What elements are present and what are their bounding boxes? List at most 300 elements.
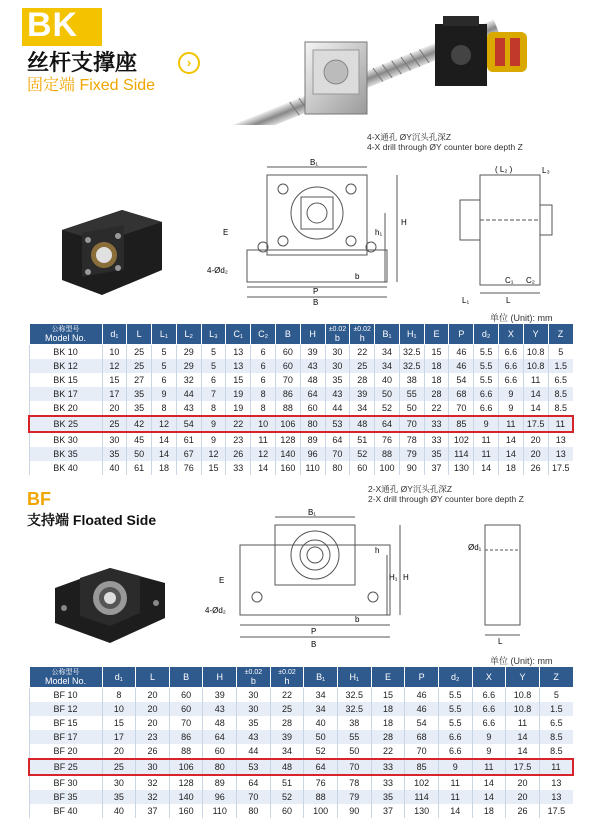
bf-dim-L: L <box>498 637 503 645</box>
table-cell: 88 <box>375 447 400 461</box>
table-row <box>29 790 573 804</box>
bf-dim-E: E <box>219 576 225 585</box>
header-label: Y <box>532 328 539 339</box>
bf-dim-d1: Ød₁ <box>468 543 482 552</box>
table-cell: 14 <box>506 730 540 744</box>
table-cell: 6 <box>201 373 226 387</box>
table-cell: 60 <box>169 688 203 703</box>
model-cell: BF 20 <box>29 744 102 759</box>
table-cell: 100 <box>304 804 338 818</box>
table-cell: 10.8 <box>506 688 540 703</box>
table-row <box>29 401 573 416</box>
table-cell: 38 <box>399 373 424 387</box>
bk-dim-L2: ( L₂ ) <box>495 165 513 174</box>
table-cell: 17.5 <box>506 759 540 775</box>
table-cell: 23 <box>136 730 170 744</box>
table-cell: 35 <box>325 373 350 387</box>
header-label: L₁ <box>159 328 168 339</box>
bf-side-drawing <box>460 505 550 645</box>
table-row <box>29 432 573 447</box>
table-cell: 34 <box>270 744 304 759</box>
column-header <box>275 324 300 345</box>
bf-dim-h: h <box>375 546 380 555</box>
table-cell: 80 <box>203 759 237 775</box>
bk-front-drawing <box>205 155 415 305</box>
model-cell: BF 35 <box>29 790 102 804</box>
header-label: H₁ <box>406 328 417 339</box>
table-cell: 54 <box>176 416 201 432</box>
table-cell: 10.8 <box>523 359 548 373</box>
table-cell: 64 <box>375 416 400 432</box>
header-label: b <box>250 676 256 686</box>
table-cell: 6.5 <box>539 716 573 730</box>
bf-dim-H: H <box>403 573 409 582</box>
header-label: h <box>284 676 290 686</box>
table-row <box>29 775 573 790</box>
table-cell: 25 <box>102 759 136 775</box>
column-header <box>29 324 102 345</box>
table-cell: 26 <box>226 447 251 461</box>
table-cell: 35 <box>127 387 152 401</box>
table-cell: 33 <box>424 432 449 447</box>
table-cell: 128 <box>169 775 203 790</box>
table-cell: 32 <box>136 790 170 804</box>
table-cell: 53 <box>237 759 271 775</box>
table-cell: 86 <box>275 387 300 401</box>
table-cell: 43 <box>203 702 237 716</box>
table-row <box>29 716 573 730</box>
table-row <box>29 345 573 360</box>
table-cell: 18 <box>424 359 449 373</box>
table-cell: 32.5 <box>337 688 371 703</box>
table-cell: 52 <box>304 744 338 759</box>
table-cell: 32.5 <box>399 359 424 373</box>
bk-dim-b: b <box>355 272 360 281</box>
table-cell: 11 <box>548 416 573 432</box>
table-header-row <box>29 667 573 688</box>
table-cell: 11 <box>251 432 276 447</box>
table-cell: 50 <box>375 387 400 401</box>
table-cell: 6.6 <box>438 744 472 759</box>
table-row <box>29 730 573 744</box>
table-cell: 9 <box>499 401 524 416</box>
table-cell: 76 <box>176 461 201 475</box>
table-cell: 6 <box>251 345 276 360</box>
header-label: B <box>284 328 291 339</box>
table-cell: 89 <box>300 432 325 447</box>
table-cell: 80 <box>237 804 271 818</box>
table-cell: 5.5 <box>474 373 499 387</box>
table-cell: 140 <box>169 790 203 804</box>
table-cell: 13 <box>226 345 251 360</box>
table-cell: 8.5 <box>539 744 573 759</box>
table-cell: 51 <box>350 432 375 447</box>
table-cell: 39 <box>270 730 304 744</box>
table-cell: 28 <box>424 387 449 401</box>
table-cell: 8 <box>102 688 136 703</box>
table-cell: 6 <box>152 373 177 387</box>
header-label: H₁ <box>349 671 360 682</box>
table-cell: 39 <box>300 345 325 360</box>
table-cell: 9 <box>499 387 524 401</box>
table-cell: 39 <box>203 688 237 703</box>
header-label: C₂ <box>258 328 269 339</box>
table-cell: 20 <box>523 432 548 447</box>
table-cell: 14 <box>438 804 472 818</box>
table-cell: 25 <box>127 359 152 373</box>
table-cell: 102 <box>449 432 474 447</box>
table-cell: 54 <box>449 373 474 387</box>
table-cell: 39 <box>350 387 375 401</box>
column-header <box>523 324 548 345</box>
column-header <box>472 667 506 688</box>
table-cell: 15 <box>371 688 405 703</box>
bk-dim-C2: C₂ <box>526 276 535 285</box>
table-cell: 12 <box>152 416 177 432</box>
table-cell: 64 <box>300 387 325 401</box>
table-cell: 20 <box>102 401 127 416</box>
table-cell: 9 <box>201 432 226 447</box>
table-cell: 53 <box>325 416 350 432</box>
table-cell: 35 <box>102 447 127 461</box>
table-row <box>29 359 573 373</box>
bk-title-en: 固定端 Fixed Side <box>27 77 156 94</box>
chevron-right-icon[interactable]: › <box>178 52 200 74</box>
table-cell: 55 <box>337 730 371 744</box>
header-label: P <box>418 671 425 682</box>
table-cell: 14 <box>523 401 548 416</box>
model-cell: BK 35 <box>29 447 102 461</box>
table-cell: 14 <box>499 447 524 461</box>
table-cell: 8 <box>152 401 177 416</box>
table-cell: 130 <box>449 461 474 475</box>
table-cell: 76 <box>375 432 400 447</box>
table-cell: 100 <box>375 461 400 475</box>
table-cell: 6.6 <box>474 387 499 401</box>
table-cell: 9 <box>472 730 506 744</box>
table-row <box>29 461 573 475</box>
column-header <box>548 324 573 345</box>
model-cell: BK 17 <box>29 387 102 401</box>
table-cell: 60 <box>275 359 300 373</box>
table-cell: 5 <box>152 359 177 373</box>
table-cell: 35 <box>371 790 405 804</box>
table-cell: 6.6 <box>438 730 472 744</box>
header-label: X <box>507 328 514 339</box>
table-cell: 34 <box>304 688 338 703</box>
table-cell: 32 <box>136 775 170 790</box>
header-label: d₂ <box>450 671 460 682</box>
table-cell: 28 <box>270 716 304 730</box>
bf-dim-P: P <box>311 627 317 636</box>
table-cell: 40 <box>102 461 127 475</box>
bk-dim-h1: h₁ <box>375 228 383 237</box>
column-header <box>270 667 304 688</box>
table-cell: 85 <box>405 759 439 775</box>
column-header <box>337 667 371 688</box>
table-cell: 26 <box>136 744 170 759</box>
table-cell: 9 <box>438 759 472 775</box>
table-cell: 5.5 <box>474 345 499 360</box>
column-header <box>152 324 177 345</box>
bk-dim-C1: C₁ <box>505 276 514 285</box>
table-cell: 17 <box>102 730 136 744</box>
table-cell: 8.5 <box>548 401 573 416</box>
table-header-row <box>29 324 573 345</box>
table-cell: 106 <box>169 759 203 775</box>
table-cell: 19 <box>226 387 251 401</box>
bf-title: 支持端 Floated Side <box>27 512 157 528</box>
header-label: B <box>183 671 190 682</box>
table-cell: 20 <box>136 702 170 716</box>
header-label: C₁ <box>233 328 244 339</box>
table-cell: 70 <box>449 401 474 416</box>
header-label: E <box>384 671 391 682</box>
table-cell: 70 <box>275 373 300 387</box>
model-cell: BF 15 <box>29 716 102 730</box>
table-cell: 60 <box>275 345 300 360</box>
table-cell: 79 <box>337 790 371 804</box>
column-header <box>203 667 237 688</box>
table-cell: 34 <box>304 702 338 716</box>
table-cell: 33 <box>371 775 405 790</box>
bf-block-photo <box>50 558 170 648</box>
table-cell: 27 <box>127 373 152 387</box>
table-cell: 13 <box>548 432 573 447</box>
table-cell: 1.5 <box>539 702 573 716</box>
table-cell: 50 <box>127 447 152 461</box>
bk-spec-table <box>28 323 574 475</box>
table-cell: 8 <box>251 401 276 416</box>
table-cell: 11 <box>506 716 540 730</box>
table-cell: 35 <box>127 401 152 416</box>
model-cell: BF 40 <box>29 804 102 818</box>
table-cell: 34 <box>350 401 375 416</box>
table-cell: 68 <box>449 387 474 401</box>
table-cell: 30 <box>102 775 136 790</box>
header-sub-label: ±0.02 <box>244 669 263 676</box>
column-header <box>474 324 499 345</box>
table-cell: 13 <box>226 359 251 373</box>
table-cell: 67 <box>176 447 201 461</box>
bf-note-en: 2-X drill through ØY counter bore depth Z <box>368 494 524 504</box>
table-cell: 18 <box>152 461 177 475</box>
model-cell: BK 10 <box>29 345 102 360</box>
table-cell: 20 <box>523 447 548 461</box>
table-cell: 5.5 <box>438 702 472 716</box>
header-sub-label: 公称型号 <box>51 669 80 676</box>
bk-dim-d2: 4-Ød₂ <box>207 266 228 275</box>
table-cell: 50 <box>399 401 424 416</box>
bf-dim-H1: H₁ <box>389 573 398 582</box>
model-cell: BK 30 <box>29 432 102 447</box>
table-cell: 43 <box>300 359 325 373</box>
table-cell: 29 <box>176 359 201 373</box>
column-header <box>300 324 325 345</box>
table-cell: 130 <box>405 804 439 818</box>
table-cell: 25 <box>127 345 152 360</box>
table-cell: 6 <box>251 359 276 373</box>
table-cell: 10 <box>251 416 276 432</box>
header-label: L <box>149 671 155 682</box>
table-cell: 14 <box>523 387 548 401</box>
header-label: Model No. <box>44 333 87 343</box>
table-cell: 70 <box>405 744 439 759</box>
table-cell: 40 <box>102 804 136 818</box>
table-cell: 15 <box>102 373 127 387</box>
table-cell: 10 <box>102 702 136 716</box>
table-cell: 9 <box>474 416 499 432</box>
header-label: b <box>334 333 340 343</box>
bf-spec-table <box>28 666 574 818</box>
table-cell: 37 <box>371 804 405 818</box>
column-header <box>29 667 102 688</box>
header-label: Y <box>519 671 526 682</box>
table-cell: 48 <box>300 373 325 387</box>
table-cell: 85 <box>449 416 474 432</box>
table-cell: 55 <box>399 387 424 401</box>
bf-dim-b1: B₁ <box>308 508 317 517</box>
table-cell: 38 <box>337 716 371 730</box>
table-cell: 9 <box>201 416 226 432</box>
bk-block-photo <box>52 200 170 300</box>
table-cell: 6.6 <box>472 716 506 730</box>
table-cell: 30 <box>237 702 271 716</box>
header-label: B₁ <box>382 328 392 339</box>
column-header <box>237 667 271 688</box>
column-header <box>449 324 474 345</box>
table-cell: 80 <box>325 461 350 475</box>
table-cell: 15 <box>226 373 251 387</box>
table-cell: 48 <box>270 759 304 775</box>
header-label: Z <box>553 671 559 682</box>
table-cell: 20 <box>506 775 540 790</box>
table-row <box>29 688 573 703</box>
table-cell: 52 <box>270 790 304 804</box>
table-cell: 61 <box>176 432 201 447</box>
table-cell: 128 <box>275 432 300 447</box>
table-cell: 46 <box>405 702 439 716</box>
table-cell: 11 <box>499 416 524 432</box>
table-cell: 60 <box>350 461 375 475</box>
model-cell: BF 25 <box>29 759 102 775</box>
table-row <box>29 373 573 387</box>
table-cell: 30 <box>325 345 350 360</box>
table-cell: 61 <box>127 461 152 475</box>
table-cell: 70 <box>169 716 203 730</box>
table-row <box>29 702 573 716</box>
bf-unit-label: 单位 (Unit): mm <box>490 656 553 666</box>
table-cell: 70 <box>325 447 350 461</box>
table-cell: 45 <box>127 432 152 447</box>
table-cell: 6.6 <box>472 702 506 716</box>
table-cell: 160 <box>275 461 300 475</box>
table-cell: 11 <box>474 447 499 461</box>
table-cell: 14 <box>472 775 506 790</box>
table-cell: 20 <box>136 716 170 730</box>
table-cell: 17.5 <box>523 416 548 432</box>
table-cell: 32 <box>176 373 201 387</box>
table-cell: 35 <box>237 716 271 730</box>
table-cell: 35 <box>424 447 449 461</box>
header-sub-label: 公称型号 <box>51 326 80 333</box>
table-cell: 37 <box>136 804 170 818</box>
bk-series-code: BK <box>27 6 79 44</box>
table-cell: 14 <box>474 461 499 475</box>
table-cell: 48 <box>203 716 237 730</box>
table-cell: 26 <box>523 461 548 475</box>
header-label: L₃ <box>209 328 218 339</box>
header-label: P <box>458 328 465 339</box>
table-cell: 114 <box>405 790 439 804</box>
bf-series-code: BF <box>27 489 51 509</box>
table-cell: 35 <box>102 790 136 804</box>
model-cell: BF 17 <box>29 730 102 744</box>
table-cell: 11 <box>438 775 472 790</box>
header-label: h <box>359 333 365 343</box>
table-cell: 68 <box>405 730 439 744</box>
table-cell: 18 <box>424 373 449 387</box>
header-label: B₁ <box>316 671 326 682</box>
header-sub-label: ±0.02 <box>278 669 296 676</box>
table-cell: 160 <box>169 804 203 818</box>
table-cell: 33 <box>226 461 251 475</box>
table-cell: 13 <box>539 790 573 804</box>
table-cell: 18 <box>472 804 506 818</box>
table-cell: 14 <box>499 432 524 447</box>
column-header <box>127 324 152 345</box>
table-cell: 11 <box>539 759 573 775</box>
column-header <box>499 324 524 345</box>
table-cell: 12 <box>251 447 276 461</box>
table-cell: 20 <box>102 744 136 759</box>
table-cell: 51 <box>270 775 304 790</box>
bf-dim-b: b <box>355 615 360 624</box>
bk-unit-label: 单位 (Unit): mm <box>490 313 553 323</box>
table-row <box>29 447 573 461</box>
table-cell: 44 <box>237 744 271 759</box>
column-header <box>226 324 251 345</box>
table-cell: 60 <box>300 401 325 416</box>
table-cell: 50 <box>337 744 371 759</box>
table-cell: 5 <box>201 359 226 373</box>
bk-dim-P: P <box>313 287 319 296</box>
table-cell: 52 <box>375 401 400 416</box>
model-cell: BF 10 <box>29 688 102 703</box>
table-cell: 15 <box>102 716 136 730</box>
table-cell: 40 <box>304 716 338 730</box>
table-cell: 50 <box>304 730 338 744</box>
table-cell: 15 <box>201 461 226 475</box>
table-cell: 5 <box>201 345 226 360</box>
bk-note-en: 4-X drill through ØY counter bore depth Z <box>367 142 523 152</box>
table-cell: 88 <box>304 790 338 804</box>
table-cell: 26 <box>506 804 540 818</box>
table-cell: 43 <box>237 730 271 744</box>
table-cell: 34 <box>375 345 400 360</box>
table-cell: 5.5 <box>438 716 472 730</box>
bk-dim-L1: L₁ <box>462 296 470 305</box>
table-cell: 32.5 <box>337 702 371 716</box>
table-cell: 88 <box>275 401 300 416</box>
table-cell: 106 <box>275 416 300 432</box>
column-header <box>201 324 226 345</box>
table-cell: 102 <box>405 775 439 790</box>
table-cell: 28 <box>350 373 375 387</box>
model-cell: BF 30 <box>29 775 102 790</box>
table-cell: 64 <box>325 432 350 447</box>
table-cell: 8 <box>251 387 276 401</box>
